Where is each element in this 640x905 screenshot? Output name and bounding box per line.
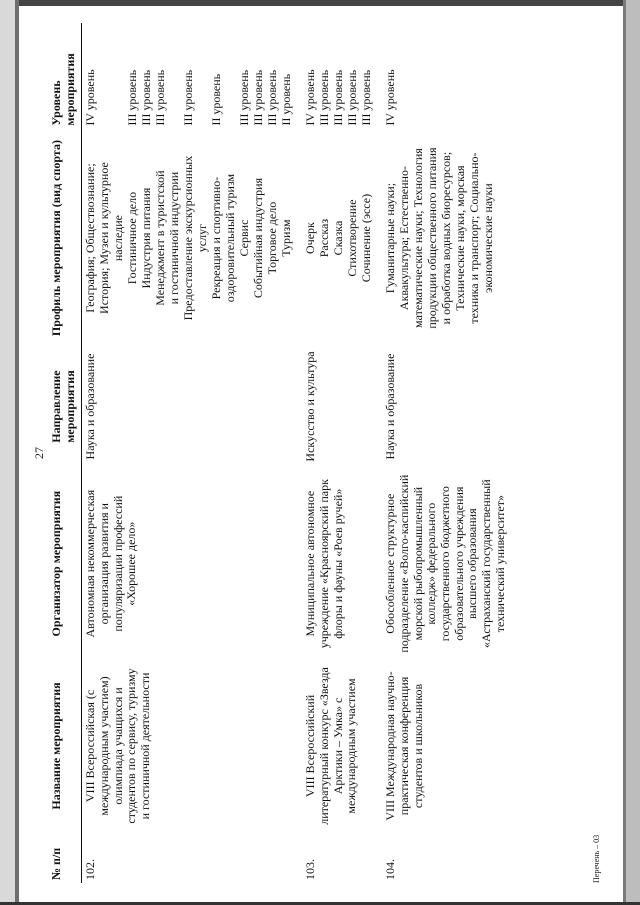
event-level-list: [82, 23, 303, 129]
level-line: [98, 26, 112, 126]
scan-edge-left: [0, 0, 15, 905]
level-line: IV уровень: [83, 69, 98, 126]
profile-line: Сочинение (эссе): [359, 193, 374, 283]
level-line: IV уровень: [383, 69, 398, 126]
profile-line: Стихотворение: [345, 199, 360, 277]
profile-line: Туризм: [279, 219, 294, 257]
profile-line: и обработка водных биоресурсов;: [439, 151, 454, 325]
rotated-document-page: [30, 23, 610, 883]
profile-line: продукции общественного питания: [425, 147, 440, 329]
level-line: III уровень: [345, 69, 360, 126]
level-line: III уровень: [181, 69, 196, 126]
profile-line: Торговое дело: [265, 201, 280, 275]
event-profile-list: [302, 129, 382, 348]
header-num: № п/п: [48, 830, 82, 883]
profile-line: Очерк: [303, 222, 318, 254]
page-number: 27: [32, 447, 46, 459]
scan-edge-left-shadow: [15, 0, 19, 905]
event-direction: Наука и образование: [83, 353, 98, 460]
profile-line: История; Музеи и культурное: [97, 162, 112, 314]
scan-edge-top: [0, 0, 640, 6]
profile-line: экономические науки: [481, 183, 496, 293]
profile-line: Менеджмент в туристской: [153, 170, 168, 306]
event-direction: Искусство и культура: [303, 351, 318, 462]
event-name: VIII Международная научно-практическая конференция студентов и школьников: [383, 671, 425, 821]
row-number: 104.: [383, 859, 398, 880]
event-organizer: Обособленное структурное подразделение «Волго-каспийский морской рыбопромышленный колледж» федерального государственного бюджетного образовательного учреждения высшего образования «Астраханский государственный технический университет»: [383, 474, 507, 653]
event-level-list: [302, 23, 382, 129]
level-line: III уровень: [125, 69, 140, 126]
profile-line: оздоровительный туризм: [223, 173, 238, 303]
level-line: III уровень: [153, 69, 168, 126]
table-row: [382, 23, 515, 883]
header-direction: Направление мероприятия: [48, 347, 82, 465]
level-line: III уровень: [139, 69, 154, 126]
header-name: Название мероприятия: [48, 662, 82, 830]
level-line: IV уровень: [303, 69, 318, 126]
event-name: VIII Всероссийская (с международным участием) олимпиада учащихся и студентов по сервису, туризму и гостиничной деятельности: [83, 668, 153, 824]
profile-line: Аквакультура; Естественно-: [397, 166, 412, 311]
profile-line: География; Обществознание;: [83, 163, 98, 313]
event-direction: Наука и образование: [383, 353, 398, 460]
level-line: III уровень: [251, 69, 266, 126]
event-level-list: [382, 23, 515, 129]
profile-line: Рекреация и спортивно-: [209, 176, 224, 300]
profile-line: Гостиничное дело: [125, 191, 140, 285]
profile-line: Событийная индустрия: [251, 177, 266, 299]
event-organizer: Муниципальное автономное учреждение «Красноярский парк флоры и фауны «Роев ручей»: [303, 479, 345, 649]
level-line: III уровень: [265, 69, 280, 126]
event-organizer: Автономная некоммерческая организация развития и популяризации профессий «Хорошее дело»: [83, 489, 139, 638]
profile-line: Предоставление экскурсионных: [181, 155, 196, 321]
level-line: III уровень: [359, 69, 374, 126]
level-line: II уровень: [279, 73, 294, 126]
header-profile: Профиль мероприятия (вид спорта): [48, 129, 82, 348]
profile-line: техника и транспорт; Социально-: [467, 152, 482, 324]
event-profile-list: [82, 129, 303, 348]
profile-line: Сервис: [237, 219, 252, 257]
level-line: [112, 26, 126, 126]
event-profile-list: [382, 129, 515, 348]
row-number: 102.: [83, 859, 98, 880]
profile-line: Технические науки, морская: [453, 165, 468, 311]
table-row: [82, 23, 303, 883]
level-line: II уровень: [209, 73, 224, 126]
row-number: 103.: [303, 859, 318, 880]
profile-line: услуг: [195, 223, 210, 253]
level-line: [224, 26, 238, 126]
table-header-row: [48, 23, 82, 883]
profile-line: наследие: [111, 215, 126, 262]
level-line: [168, 26, 182, 126]
header-organizer: Организатор мероприятия: [48, 466, 82, 662]
table-row: [302, 23, 382, 883]
profile-line: математические науки; Технология: [411, 148, 426, 328]
profile-line: и гостиничной индустрии: [167, 171, 182, 305]
profile-line: Сказка: [331, 220, 346, 256]
profile-line: Индустрия питания: [139, 187, 154, 289]
level-line: III уровень: [237, 69, 252, 126]
header-level: Уровень мероприятия: [48, 23, 82, 129]
level-line: III уровень: [331, 69, 346, 126]
level-line: III уровень: [317, 69, 332, 126]
footer-note: Перечень – 03: [592, 834, 601, 883]
level-line: [196, 26, 210, 126]
table-body: [82, 23, 516, 883]
event-name: VIII Всероссийский литературный конкурс «Звезда Арктики – Умка» с международным участием: [303, 667, 359, 825]
scan-edge-right-shadow: [623, 0, 626, 905]
profile-line: Рассказ: [317, 218, 332, 258]
profile-line: Гуманитарные науки;: [383, 182, 398, 294]
scan-edge-right: [626, 0, 640, 905]
events-table: [48, 23, 515, 883]
